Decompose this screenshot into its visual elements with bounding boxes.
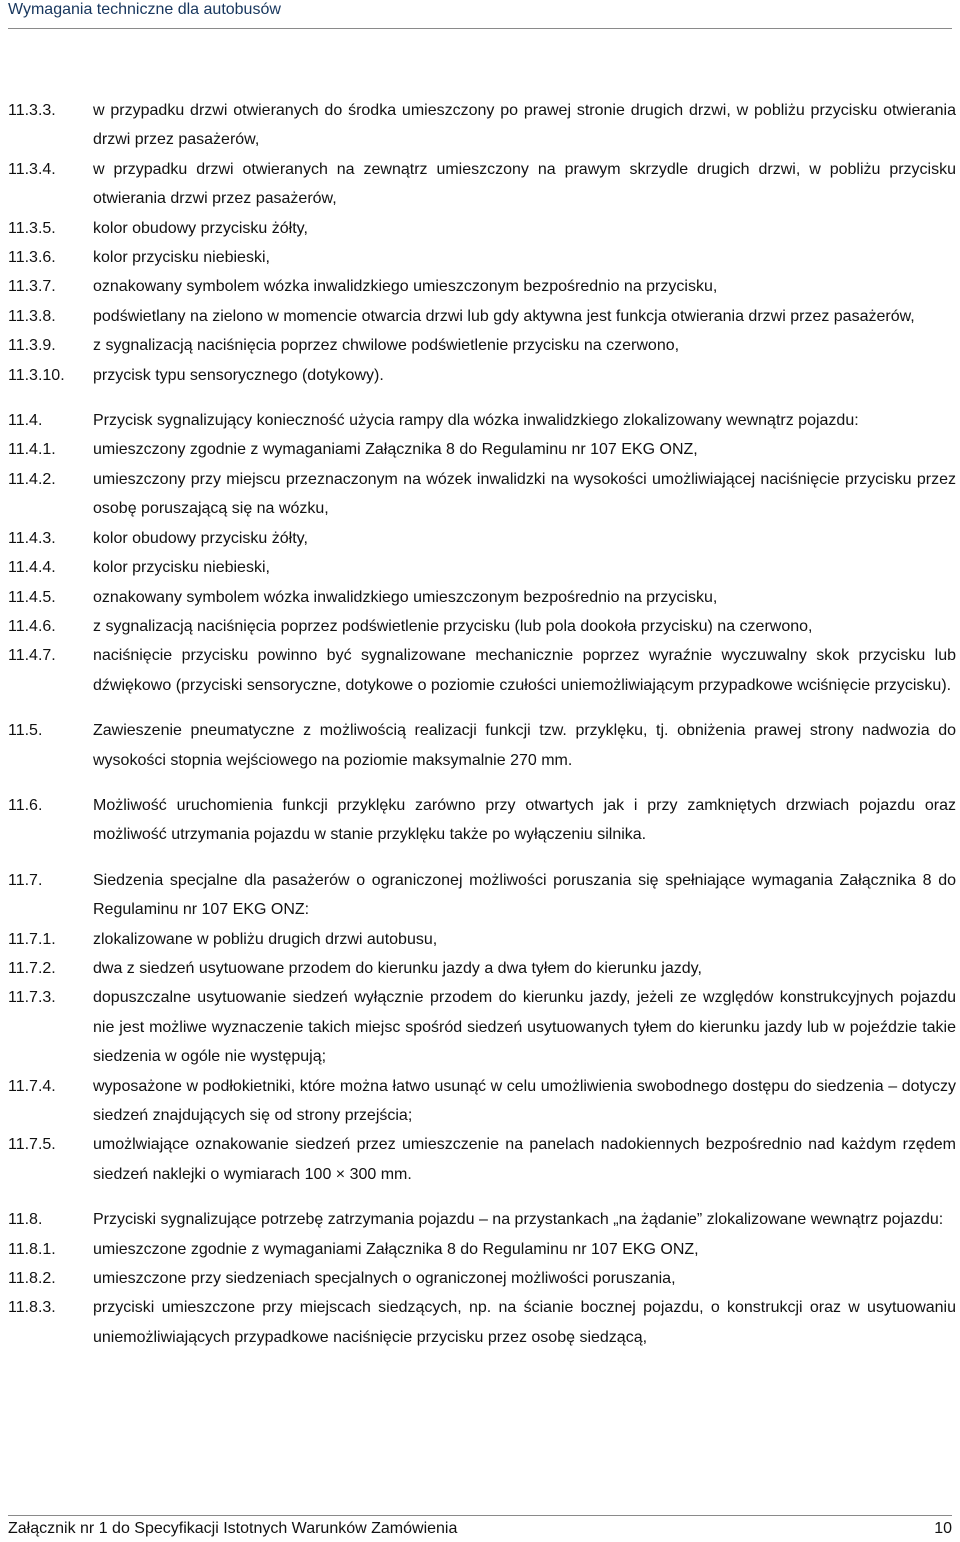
item-text: naciśnięcie przycisku powinno być sygnalizowane mechanicznie poprzez wyraźnie wyczuwalny skok przycisku lub dźwiękowo (przyciski sensoryczne, dotykowe o poziomie czułości uniemożliwiającym przypadkowe wciśnięcie przycisku).	[93, 647, 956, 694]
item-text: Przycisk sygnalizujący konieczność użycia rampy dla wózka inwalidzkiego zlokalizowany wewnątrz pojazdu:	[93, 412, 859, 430]
item-number: 11.7.5.	[8, 1136, 56, 1154]
section	[8, 406, 956, 700]
item-text: z sygnalizacją naciśnięcia poprzez chwilowe podświetlenie przycisku na czerwono,	[93, 337, 680, 355]
item-number: 11.4.7.	[8, 647, 56, 665]
item-number: 11.4.1.	[8, 441, 56, 459]
list-item	[8, 1235, 956, 1264]
list-item	[8, 1264, 956, 1293]
item-number: 11.4.2.	[8, 470, 56, 488]
section	[8, 866, 956, 1189]
section	[8, 1205, 956, 1352]
list-item	[8, 302, 956, 331]
item-number: 11.6.	[8, 796, 43, 814]
list-item	[8, 1130, 956, 1189]
list-item	[8, 1072, 956, 1131]
list-item	[8, 954, 956, 983]
item-text: przycisk typu sensorycznego (dotykowy).	[93, 366, 384, 384]
item-text: kolor przycisku niebieski,	[93, 249, 270, 267]
item-text: w przypadku drzwi otwieranych na zewnątrz umieszczony na prawym skrzydle drugich drzwi, w pobliżu przycisku otwierania drzwi przez pasażerów,	[93, 160, 956, 208]
item-text: umieszczony zgodnie z wymaganiami Załącznika 8 do Regulaminu nr 107 EKG ONZ,	[93, 441, 698, 459]
list-item	[8, 331, 956, 360]
item-number: 11.4.5.	[8, 588, 56, 606]
item-number: 11.4.6.	[8, 617, 56, 635]
list-item	[8, 553, 956, 582]
page-footer	[8, 1515, 952, 1542]
list-item	[8, 243, 956, 272]
item-text: oznakowany symbolem wózka inwalidzkiego umieszczonym bezpośrednio na przycisku,	[93, 588, 718, 606]
item-number: 11.3.4.	[8, 160, 56, 178]
item-text: Przyciski sygnalizujące potrzebę zatrzymania pojazdu – na przystankach „na żądanie” zlokalizowane wewnątrz pojazdu:	[93, 1211, 944, 1229]
item-number: 11.4.	[8, 412, 43, 430]
list-item	[8, 1205, 956, 1234]
section	[8, 96, 956, 390]
item-text: Zawieszenie pneumatyczne z możliwością realizacji funkcji tzw. przyklęku, tj. obniżenia prawej strony nadwozia do wysokości stopnia wejściowego na poziomie maksymalnie 270 mm.	[93, 722, 956, 769]
item-text: z sygnalizacją naciśnięcia poprzez podświetlenie przycisku (lub pola dookoła przycisku) na czerwono,	[93, 617, 813, 635]
item-number: 11.7.2.	[8, 959, 56, 977]
list-item	[8, 214, 956, 243]
item-text: umieszczone zgodnie z wymaganiami Załącznika 8 do Regulaminu nr 107 EKG ONZ,	[93, 1240, 699, 1258]
item-text: wyposażone w podłokietniki, które można łatwo usunąć w celu umożliwienia swobodnego dostępu do siedzenia – dotyczy siedzeń znajdujących się od strony przejścia;	[93, 1077, 956, 1124]
list-item	[8, 524, 956, 553]
item-text: zlokalizowane w pobliżu drugich drzwi autobusu,	[93, 930, 438, 948]
list-item	[8, 1293, 956, 1352]
list-item	[8, 435, 956, 464]
item-number: 11.4.3.	[8, 529, 56, 547]
document-body	[8, 96, 956, 1368]
item-number: 11.3.8.	[8, 307, 56, 325]
item-text: Siedzenia specjalne dla pasażerów o ograniczonej możliwości poruszania się spełniające wymagania Załącznika 8 do Regulaminu nr 107 EKG ONZ:	[93, 871, 956, 919]
page-header	[8, 0, 952, 29]
list-item	[8, 716, 956, 775]
item-number: 11.7.	[8, 871, 43, 889]
section	[8, 716, 956, 775]
item-number: 11.3.5.	[8, 219, 56, 237]
item-number: 11.3.6.	[8, 249, 56, 267]
list-item	[8, 612, 956, 641]
item-number: 11.8.3.	[8, 1299, 56, 1317]
item-text: przyciski umieszczone przy miejscach siedzących, np. na ścianie bocznej pojazdu, o konstrukcji oraz w usytuowaniu uniemożliwiających przypadkowe naciśnięcie przycisku przez osobę siedzącą,	[93, 1299, 956, 1346]
header-title: Wymagania techniczne dla autobusów	[8, 1, 281, 18]
footer-text: Załącznik nr 1 do Specyfikacji Istotnych Warunków Zamówienia	[8, 1520, 458, 1537]
item-number: 11.7.4.	[8, 1077, 56, 1095]
list-item	[8, 272, 956, 301]
item-number: 11.5.	[8, 722, 43, 740]
list-item	[8, 155, 956, 214]
item-text: umieszczony przy miejscu przeznaczonym na wózek inwalidzki na wysokości umożliwiającej naciśnięcie przycisku przez osobę poruszającą się na wózku,	[93, 470, 956, 518]
item-text: kolor przycisku niebieski,	[93, 559, 270, 577]
item-number: 11.8.1.	[8, 1240, 56, 1258]
page-number: 10	[934, 1520, 952, 1537]
item-number: 11.3.10.	[8, 366, 65, 384]
list-item	[8, 465, 956, 524]
list-item	[8, 96, 956, 155]
item-text: umożlwiające oznakowanie siedzeń przez umieszczenie na panelach nadokiennych bezpośrednio nad każdym rzędem siedzeń naklejki o wymiarach 100 × 300 mm.	[93, 1136, 956, 1183]
list-item	[8, 925, 956, 954]
item-number: 11.3.9.	[8, 337, 56, 355]
item-number: 11.4.4.	[8, 559, 56, 577]
list-item	[8, 406, 956, 435]
list-item	[8, 641, 956, 700]
item-number: 11.8.	[8, 1211, 43, 1229]
item-text: dopuszczalne usytuowanie siedzeń wyłącznie przodem do kierunku jazdy, jeżeli ze względów konstrukcyjnych pojazdu nie jest możliwe wyznaczenie takich miejsc spośród siedzeń usytuowanych tyłem do kierunku jazdy lub w pojeździe takie siedzenia w ogóle nie występują;	[93, 989, 956, 1066]
item-text: dwa z siedzeń usytuowane przodem do kierunku jazdy a dwa tyłem do kierunku jazdy,	[93, 959, 702, 977]
item-number: 11.8.2.	[8, 1270, 56, 1288]
list-item	[8, 361, 956, 390]
item-text: kolor obudowy przycisku żółty,	[93, 219, 308, 237]
section	[8, 791, 956, 850]
list-item	[8, 791, 956, 850]
item-text: w przypadku drzwi otwieranych do środka umieszczony po prawej stronie drugich drzwi, w pobliżu przycisku otwierania drzwi przez pasażerów,	[93, 102, 956, 149]
item-text: umieszczone przy siedzeniach specjalnych o ograniczonej możliwości poruszania,	[93, 1270, 676, 1288]
list-item	[8, 583, 956, 612]
item-text: Możliwość uruchomienia funkcji przyklęku zarówno przy otwartych jak i przy zamkniętych drzwiach pojazdu oraz możliwość utrzymania pojazdu w stanie przyklęku także po wyłączeniu silnika.	[93, 796, 956, 844]
item-text: kolor obudowy przycisku żółty,	[93, 529, 308, 547]
list-item	[8, 983, 956, 1071]
item-number: 11.7.1.	[8, 930, 56, 948]
item-number: 11.3.7.	[8, 278, 56, 296]
item-text: oznakowany symbolem wózka inwalidzkiego umieszczonym bezpośrednio na przycisku,	[93, 278, 718, 296]
item-text: podświetlany na zielono w momencie otwarcia drzwi lub gdy aktywna jest funkcja otwierania drzwi przez pasażerów,	[93, 307, 915, 325]
list-item	[8, 866, 956, 925]
item-number: 11.7.3.	[8, 989, 56, 1007]
item-number: 11.3.3.	[8, 102, 56, 119]
